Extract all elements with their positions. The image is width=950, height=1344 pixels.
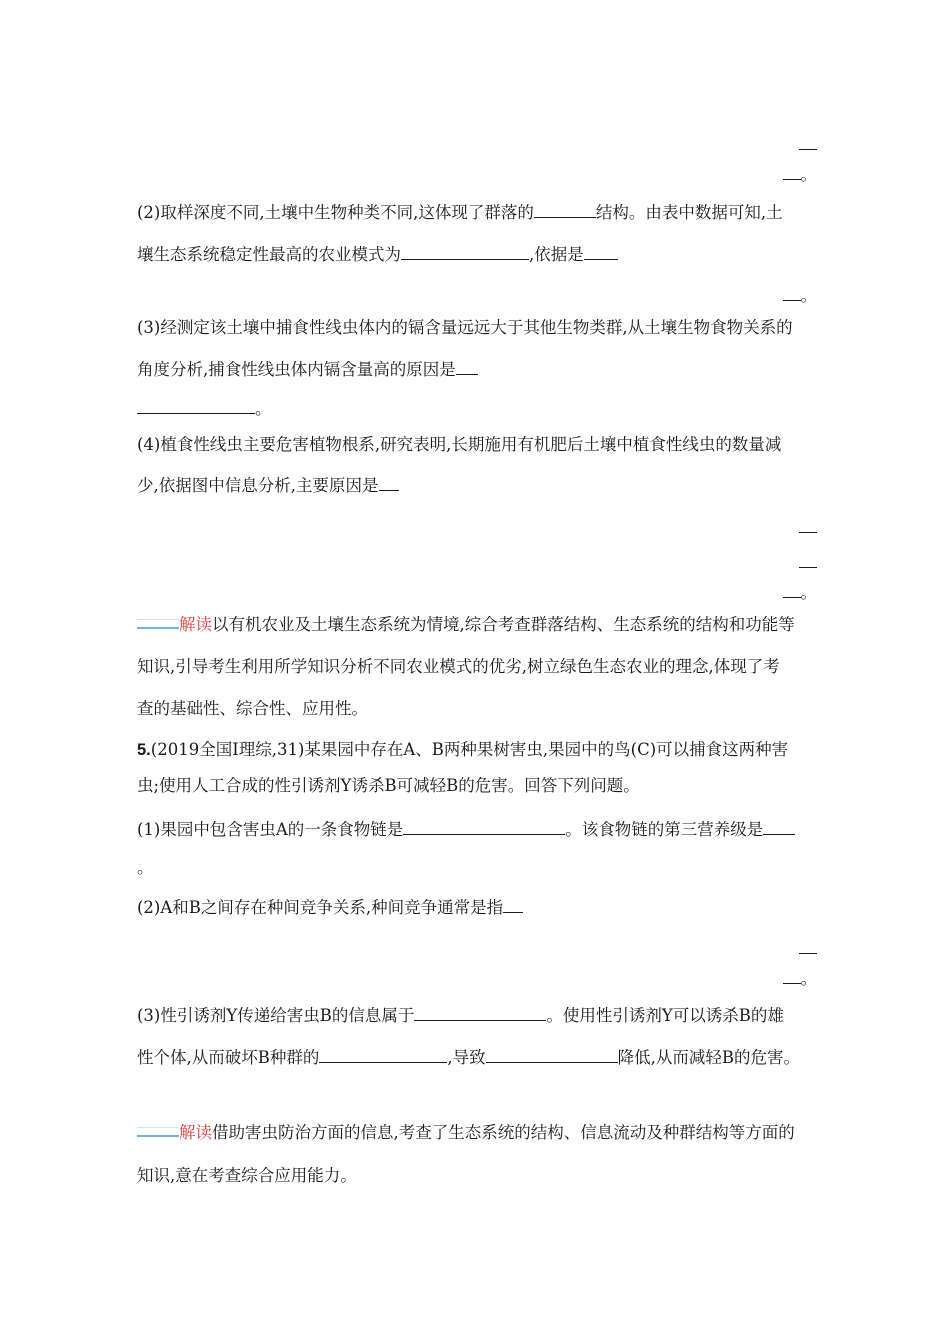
answer-blank[interactable] [137,397,255,414]
q4-note-line2 [137,656,780,678]
answer-blank[interactable] [763,818,795,835]
answer-blank[interactable] [319,1046,447,1063]
period: 。 [255,399,272,418]
blank-dash [799,555,817,568]
period: 。 [800,286,817,305]
q5-part3-line1 [137,1004,784,1027]
q5-part1-line1 [137,818,795,841]
text: 壤生态系统稳定性最高的农业模式为 [137,245,401,264]
question-number: 5. [137,741,151,759]
text: 性个体,从而破坏B种群的 [137,1048,320,1067]
answer-blank[interactable] [486,1046,618,1063]
blank-dash [799,520,817,533]
q4-note-line1 [137,614,795,636]
q4-part3-line1 [137,317,793,339]
q4-part4-line1 [137,434,781,456]
text: 。该食物链的第三营养级是 [565,820,764,839]
text: (3)性引诱剂Y传递给害虫B的信息属于 [137,1006,415,1025]
answer-blank[interactable] [534,201,596,218]
q5-part2-line1 [137,896,523,919]
answer-line-end [783,285,818,307]
q4-part3-line3 [137,397,272,420]
text: (1)果园中包含害虫A的一条食物链是 [137,820,404,839]
text: 角度分析,捕食性线虫体内镉含量高的原因是 [137,360,456,379]
text: (2019全国Ⅰ理综,31)某果园中存在A、B两种果树害虫,果园中的鸟(C)可以捕食这两种害 [150,740,789,759]
text: (4)植食性线虫主要危害植物根系,研究表明,长期施用有机肥后土壤中植食性线虫的数量减 [137,435,782,454]
answer-blank[interactable] [379,474,399,491]
text: 结构。由表中数据可知,土 [595,203,783,222]
text: ,导致 [447,1048,486,1067]
answer-blank[interactable] [403,818,565,835]
text: 知识,引导考生利用所学知识分析不同农业模式的优劣,树立绿色生态农业的理念,体现了考 [137,657,780,676]
text: 虫;使用人工合成的性引诱剂Y诱杀B可减轻B的危害。回答下列问题。 [137,776,640,795]
q5-note-line2 [137,1165,357,1187]
text: ,依据是 [529,245,584,264]
period: 。 [800,583,817,602]
text: 借助害虫防治方面的信息,考查了生态系统的结构、信息流动及种群结构等方面的 [212,1123,795,1142]
period: 。 [800,969,817,988]
note-marker-icon [137,619,179,629]
answer-blank[interactable] [414,1004,546,1021]
note-label: 解读 [179,615,212,634]
answer-line-end [799,552,817,574]
answer-line-end [783,968,818,990]
q4-part2-line1 [137,201,783,224]
answer-line-end [799,134,817,156]
answer-blank[interactable] [401,243,529,260]
period: 。 [800,165,817,184]
text: (2)A和B之间存在种间竞争关系,种间竞争通常是指 [137,898,504,917]
answer-line-end [799,938,817,960]
q5-stem-line1 [137,739,788,761]
blank-dash [799,137,817,150]
q5-part1-line2 [137,857,154,879]
q5-note-line1 [137,1122,795,1144]
text: 。使用性引诱剂Y可以诱杀B的雄 [546,1006,784,1025]
answer-line-end [783,582,818,604]
blank-dash [783,971,801,984]
q5-part3-line2 [137,1046,800,1069]
period: 。 [137,858,154,877]
note-label: 解读 [179,1123,212,1142]
q4-part2-line2 [137,243,618,266]
text: 查的基础性、综合性、应用性。 [137,699,368,718]
blank-dash [783,585,801,598]
blank-dash [783,288,801,301]
text: (3)经测定该土壤中捕食性线虫体内的镉含量远远大于其他生物类群,从土壤生物食物关系的 [137,318,793,337]
answer-line-end [799,517,817,539]
q4-note-line3 [137,698,368,720]
text: 降低,从而减轻B的危害。 [617,1048,800,1067]
q4-part4-line2 [137,474,399,497]
text: 少,依据图中信息分析,主要原因是 [137,476,379,495]
text: (2)取样深度不同,土壤中生物种类不同,这体现了群落的 [137,203,534,222]
blank-dash [783,167,801,180]
blank-dash [799,941,817,954]
answer-line-end [783,164,818,186]
answer-blank[interactable] [503,896,523,913]
q5-stem-line2 [137,775,640,797]
note-marker-icon [137,1127,179,1137]
text: 知识,意在考查综合应用能力。 [137,1166,357,1185]
q4-part3-line2 [137,358,478,381]
text: 以有机农业及土壤生态系统为情境,综合考查群落结构、生态系统的结构和功能等 [212,615,795,634]
answer-blank[interactable] [584,243,618,260]
answer-blank[interactable] [456,358,478,375]
